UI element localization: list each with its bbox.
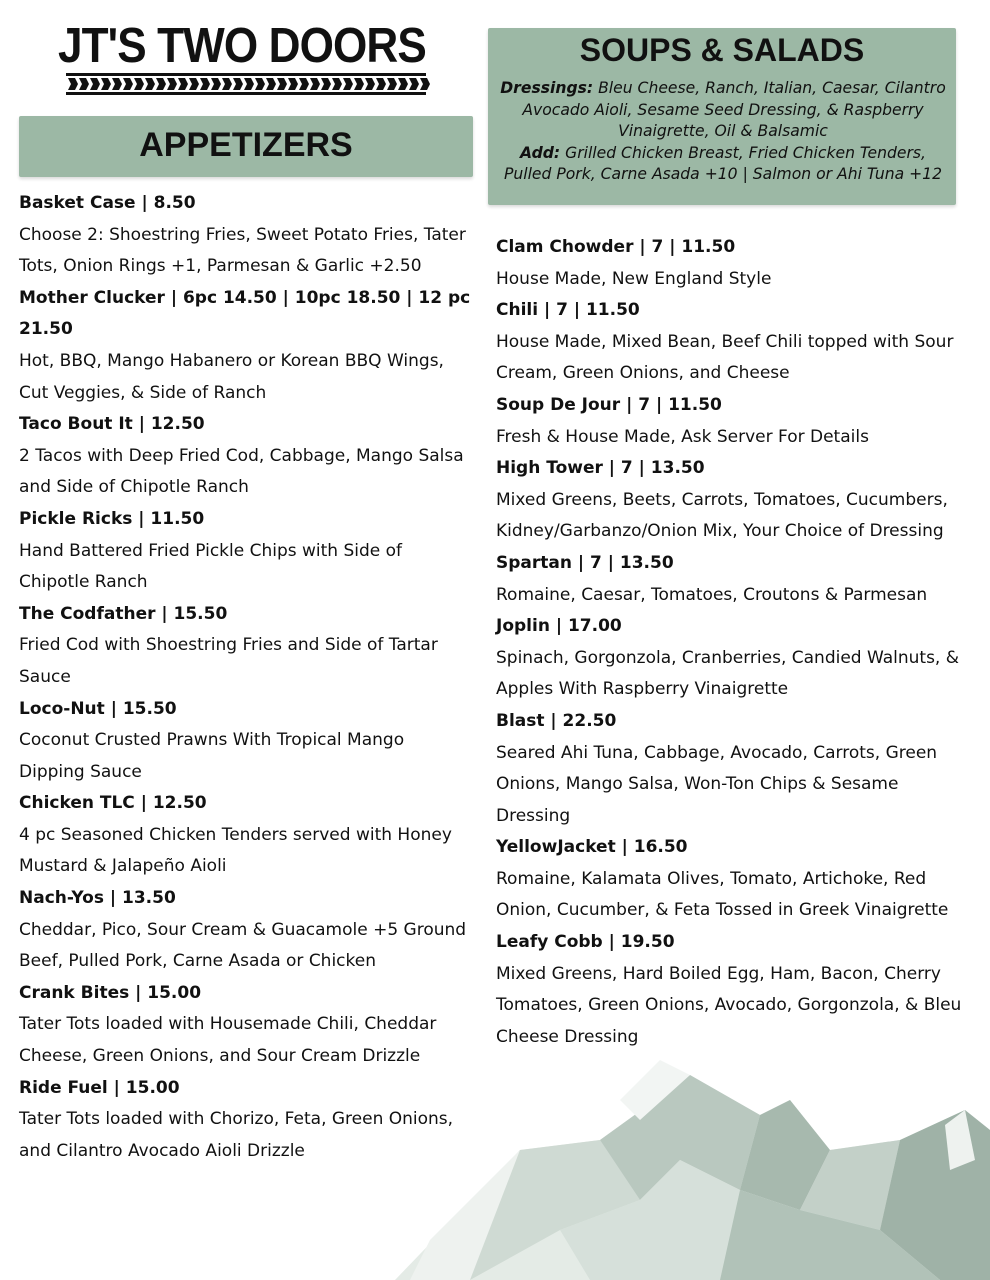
menu-item (19, 978, 474, 1073)
soups-salads-title: SOUPS & SALADS (579, 32, 865, 68)
item-description: Mixed Greens, Hard Boiled Egg, Ham, Bacon, Cherry Tomatoes, Green Onions, Avocado, Gorgonzola, & Bleu Cheese Dressing (496, 963, 962, 1047)
item-description: Spinach, Gorgonzola, Cranberries, Candied Walnuts, & Apples With Raspberry Vinaigrette (496, 647, 959, 700)
menu-item (496, 927, 966, 1053)
soups-salads-list (496, 232, 966, 1053)
appetizers-header (19, 116, 473, 177)
menu-item (496, 390, 966, 453)
item-description: House Made, Mixed Bean, Beef Chili topped with Sour Cream, Green Onions, and Cheese (496, 331, 954, 384)
dressings-label: Dressings: (500, 79, 594, 97)
menu-item (496, 295, 966, 390)
item-name: Spartan | 7 | 13.50 (496, 552, 674, 573)
item-name: Joplin | 17.00 (496, 616, 622, 637)
item-name: Crank Bites | 15.00 (19, 982, 202, 1003)
item-description: Mixed Greens, Beets, Carrots, Tomatoes, Cucumbers, Kidney/Garbanzo/Onion Mix, Your Choice of Dressing (496, 489, 948, 542)
item-name: Leafy Cobb | 19.50 (496, 932, 675, 953)
item-name: Taco Bout It | 12.50 (19, 414, 205, 435)
item-name: Nach-Yos | 13.50 (19, 888, 176, 909)
menu-item (19, 409, 474, 504)
item-description: Fresh & House Made, Ask Server For Details (496, 426, 869, 447)
item-description: 2 Tacos with Deep Fried Cod, Cabbage, Mango Salsa and Side of Chipotle Ranch (19, 445, 464, 498)
item-name: Loco-Nut | 15.50 (19, 698, 177, 719)
item-name: Pickle Ricks | 11.50 (19, 508, 205, 529)
item-description: 4 pc Seasoned Chicken Tenders served with Honey Mustard & Jalapeño Aioli (19, 824, 452, 877)
item-description: Cheddar, Pico, Sour Cream & Guacamole +5 Ground Beef, Pulled Pork, Carne Asada or Chicken (19, 919, 467, 972)
menu-item (19, 599, 474, 694)
item-name: YellowJacket | 16.50 (496, 837, 688, 858)
item-name: Chili | 7 | 11.50 (496, 300, 640, 321)
menu-item (496, 706, 966, 832)
add-label: Add: (520, 143, 561, 162)
item-description: Tater Tots loaded with Chorizo, Feta, Green Onions, and Cilantro Avocado Aioli Drizzle (19, 1109, 454, 1161)
tire-tread-icon (62, 72, 430, 96)
dressings-note (494, 78, 952, 186)
menu-item (19, 283, 474, 409)
item-name: High Tower | 7 | 13.50 (496, 458, 705, 479)
logo-text: JT'S TWO DOORS (58, 19, 426, 73)
menu-item (19, 504, 474, 599)
menu-item (496, 548, 966, 611)
menu-item (496, 232, 966, 295)
item-description: Choose 2: Shoestring Fries, Sweet Potato Fries, Tater Tots, Onion Rings +1, Parmesan & Garlic +2.50 (19, 224, 466, 277)
menu-item (19, 883, 474, 978)
item-name: Blast | 22.50 (496, 710, 617, 731)
item-name: Clam Chowder | 7 | 11.50 (496, 237, 736, 257)
menu-item (19, 1073, 474, 1168)
menu-item (496, 453, 966, 548)
restaurant-logo (58, 20, 433, 100)
item-description: Seared Ahi Tuna, Cabbage, Avocado, Carrots, Green Onions, Mango Salsa, Won-Ton Chips & Sesame Dressing (496, 742, 938, 826)
menu-item (496, 832, 966, 927)
item-description: Hot, BBQ, Mango Habanero or Korean BBQ Wings, Cut Veggies, & Side of Ranch (19, 350, 444, 403)
item-name: Chicken TLC | 12.50 (19, 793, 207, 814)
item-name: Soup De Jour | 7 | 11.50 (496, 394, 722, 415)
add-text: Grilled Chicken Breast, Fried Chicken Tenders, Pulled Pork, Carne Asada +10 | Salmon or Ahi Tuna +12 (503, 143, 943, 184)
item-description: House Made, New England Style (496, 268, 772, 289)
menu-item (496, 611, 966, 706)
item-description: Hand Battered Fried Pickle Chips with Side of Chipotle Ranch (19, 540, 403, 593)
soups-salads-header (488, 28, 956, 205)
item-description: Tater Tots loaded with Housemade Chili, Cheddar Cheese, Green Onions, and Sour Cream Drizzle (19, 1014, 437, 1067)
dressings-text: Bleu Cheese, Ranch, Italian, Caesar, Cilantro Avocado Aioli, Sesame Seed Dressing, & Raspberry Vinaigrette, Oil & Balsamic (522, 79, 946, 141)
menu-item (19, 694, 474, 789)
appetizers-title: APPETIZERS (139, 126, 353, 164)
item-name: Mother Clucker | 6pc 14.50 | 10pc 18.50 | 12 pc 21.50 (19, 287, 471, 340)
item-name: Basket Case | 8.50 (19, 193, 196, 213)
item-description: Fried Cod with Shoestring Fries and Side of Tartar Sauce (19, 635, 438, 687)
item-description: Coconut Crusted Prawns With Tropical Mango Dipping Sauce (19, 730, 405, 782)
menu-item (19, 788, 474, 883)
item-name: The Codfather | 15.50 (19, 603, 228, 624)
item-description: Romaine, Kalamata Olives, Tomato, Artichoke, Red Onion, Cucumber, & Feta Tossed in Greek Vinaigrette (496, 868, 949, 921)
item-name: Ride Fuel | 15.00 (19, 1077, 180, 1098)
appetizers-list (19, 188, 474, 1167)
item-description: Romaine, Caesar, Tomatoes, Croutons & Parmesan (496, 584, 928, 605)
menu-item (19, 188, 474, 283)
